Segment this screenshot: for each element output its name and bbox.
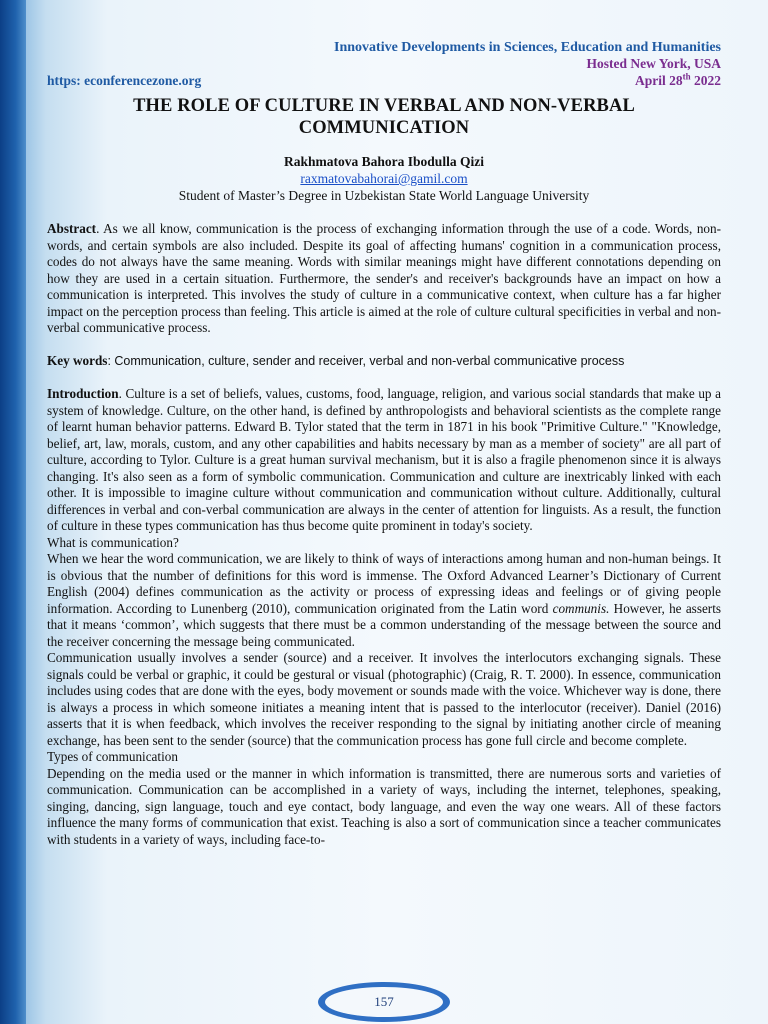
hosted-location: Hosted New York, USA [586,56,721,71]
conference-date [635,73,721,89]
types-paragraph-1: Depending on the media used or the manner in which information is transmitted, there are numerous sorts and varieties of communication. Communication can be accomplished in a variety of ways, including the internet, telephones, speaking, singing, dancing, sign language, touch and eye contact, body language, and even the way one wears. All of these factors influence the many forms of communication that exist. Teaching is also a sort of communication since a teacher communicates with students in a variety of ways, including face-to- [47,765,721,847]
what-paragraph-2: Communication usually involves a sender (source) and a receiver. It involves the interlocutors exchanging signals. These signals could be verbal or graphic, it could be gestural or visual (photographic) (Craig, R. T. 2000). In essence, communication includes using codes that are done with the eyes, body movement or sounds made with the voice. Whichever way is done, there is always a process in which someone initiates a meaning intent that is passed to the interlocutor (receiver). Daniel (2016) asserts that it is when feedback, which involves the receiver responding to the signal by initiating another circle of meaning exchange, has been sent to the sender (source) that the communication process has gone full circle and become complete. [47,650,721,748]
author-block [47,153,721,204]
introduction-paragraph [47,386,721,535]
author-name: Rakhmatova Bahora Ibodulla Qizi [284,154,484,169]
author-affiliation: Student of Master’s Degree in Uzbekistan State World Language University [178,188,590,203]
what-p1-before: When we hear the word communication, we are likely to think of ways of interactions among human and non-human beings. It is obvious that the number of definitions for this word is immense. The Oxford Advanced Learner’s Dictionary of Current English (2004) defines communication as the activity or process of expressing ideas and feelings or of giving people information. According to Lunenberg (2010), communication originated from the Latin word [47,551,721,616]
page-number: 157 [325,987,443,1017]
keywords-text: : Communication, culture, sender and receiver, verbal and non-verbal communicative process [107,354,625,368]
date-suffix-sup: th [682,71,691,82]
journal-title: Innovative Developments in Sciences, Education and Humanities [334,40,721,55]
keywords-label: Key words [47,353,108,368]
introduction-label: Introduction [47,386,119,401]
title-line-2: COMMUNICATION [298,118,470,138]
what-p1-italic: communis. [552,600,610,616]
author-email-link[interactable]: raxmatovabahorai@gamil.com [300,171,468,186]
abstract-text: . As we all know, communication is the process of exchanging information through the use of a code. Words, non-words, and certain symbols are also included. Despite its goal of affecting humans' cognition in a communication process, codes do not always have the same meaning. Words with similar meanings might have different connotations depending on how they are used in a certain situation. Furthermore, the sender's and receiver's backgrounds have an impact on how a communication is interpreted. This involves the study of culture in a communicative context, when culture has a far higher impact on the perception process than feeling. This article is aimed at the role of culture cultural specificities in verbal and non-verbal communicative process. [47,221,721,335]
abstract-paragraph [47,221,721,337]
introduction-text: . Culture is a set of beliefs, values, customs, food, language, religion, and various social standards that make up a system of knowledge. Culture, on the other hand, is defined by anthropologists and behavioral scientists as the complete range of learnt human behavior patterns. Edward B. Tylor stated that the term in 1871 in his book "Primitive Culture." "Knowledge, belief, art, law, morals, custom, and any other capabilities and habits necessary by man as a member of society" are all part of culture, according to Tylor. Culture is a great human survival mechanism, but it is also a fragile phenomenon since it is always changing. It's also seen as a form of symbolic communication. Communication and culture are inextricably linked with each other. It is impossible to imagine culture without communication and communication without culture. Additionally, cultural differences in verbal and con-verbal communication are always in the center of attention for linguists. As a result, the function of culture in these types communication has thus become quite prominent in today's society. [47,386,721,533]
page-number-badge [318,982,450,1022]
abstract-label: Abstract [47,221,97,236]
keywords-paragraph [47,353,721,370]
title-line-1: THE ROLE OF CULTURE IN VERBAL AND NON-VERBAL [133,96,635,116]
conference-url[interactable]: https: econferencezone.org [47,73,202,88]
article-body [47,221,721,848]
decorative-side-band [0,0,26,1024]
header-meta [47,56,721,88]
article-title [47,95,721,139]
what-paragraph-1 [47,551,721,650]
section-heading-what: What is communication? [47,534,179,550]
section-heading-types: Types of communication [47,749,178,764]
date-prefix: April 28 [634,73,683,88]
date-year: 2022 [690,73,721,88]
what-p1-after: However, he asserts that it means ‘common’, which suggests that there must be a common understanding of the message between the source and the receiver concerning the message being communicated. [47,600,721,649]
